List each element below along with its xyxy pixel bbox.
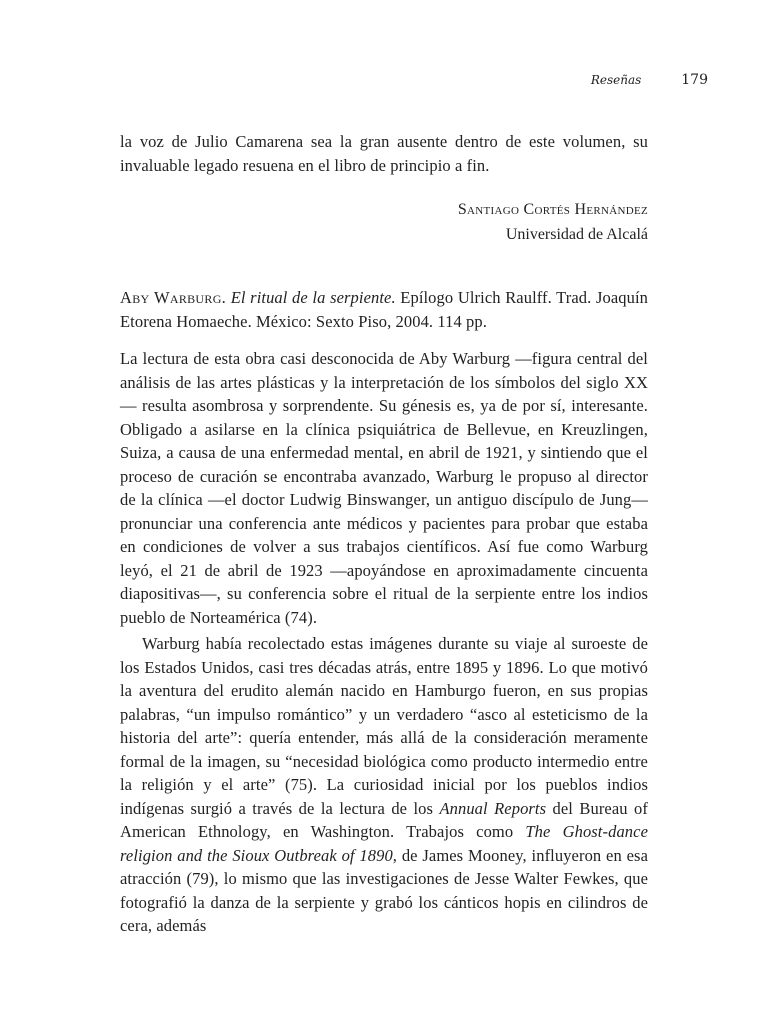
page-number: 179: [681, 72, 708, 88]
book-citation: [120, 286, 648, 333]
annual-reports-title: Annual Reports: [439, 798, 547, 818]
reviewer-name: Santiago Cortés Hernández: [457, 201, 648, 218]
citation-details: Epílogo Ulrich Raulff. Trad. Joaquín Etorena Homaeche. México: Sexto Piso, 2004. 114 pp.: [120, 288, 648, 331]
paragraph-2-part-3: , de James Mooney, influyeron en esa atracción (79), lo mismo que las investigaciones de Jesse Walter Fewkes, que fotografió la danza de la serpiente y grabó los cánticos hopis en cilindros de cera, además: [120, 845, 648, 935]
ghost-dance-title: The Ghost-dance religion and the Sioux Outbreak of 1890: [120, 822, 648, 865]
citation-title: El ritual de la serpiente.: [230, 288, 396, 307]
paragraph-2-part-2: del Bureau of American Ethnology, en Washington. Trabajos como: [120, 798, 648, 841]
paragraph-2-part-1: Warburg había recolectado estas imágenes durante su viaje al suroeste de los Estados Unidos, casi tres décadas atrás, entre 1895 y 1896. Lo que motivó la aventura del erudito alemán nacido en Hamburgo fueron, en sus propias palabras, “un impulso romántico” y un verdadero “asco al esteticismo de la historia del arte”: quería entender, más allá de la consideración meramente formal de la imagen, su “necesidad biológica como producto intermedio entre la religión y el arte” (75). La curiosidad inicial por los pueblos indios indígenas surgió a través de la lectura de los: [120, 634, 648, 818]
review-paragraph-2: [120, 632, 648, 938]
reviewer-affiliation: Universidad de Alcalá: [505, 226, 648, 243]
running-header: [120, 72, 708, 88]
review-paragraph-1: La lectura de esta obra casi desconocida de Aby Warburg —figura central del análisis de las artes plásticas y la interpretación de los símbolos del siglo XX— resulta asombrosa y sorprendente. Su génesis es, ya de por sí, interesante. Obligado a asilarse en la clínica psiquiátrica de Bellevue, en Kreuzlingen, Suiza, a causa de una enfermedad mental, en abril de 1921, y sintiendo que el proceso de curación se encontraba avanzado, Warburg le propuso al director de la clínica —el doctor Ludwig Binswanger, un antiguo discípulo de Jung— pronunciar una conferencia ante médicos y pacientes para probar que estaba en condiciones de volver a sus trabajos científicos. Así fue como Warburg leyó, el 21 de abril de 1923 —apoyándose en aproximadamente cincuenta diapositivas—, su conferencia sobre el ritual de la serpiente entre los indios pueblo de Norteamérica (74).: [120, 349, 648, 627]
review-signature: [458, 197, 648, 247]
closing-paragraph: la voz de Julio Camarena sea la gran ausente dentro de este volumen, su invaluable legado resuena en el libro de principio a fin.: [120, 132, 648, 175]
section-title: Reseñas: [590, 73, 642, 87]
citation-author: Aby Warburg.: [120, 288, 227, 307]
